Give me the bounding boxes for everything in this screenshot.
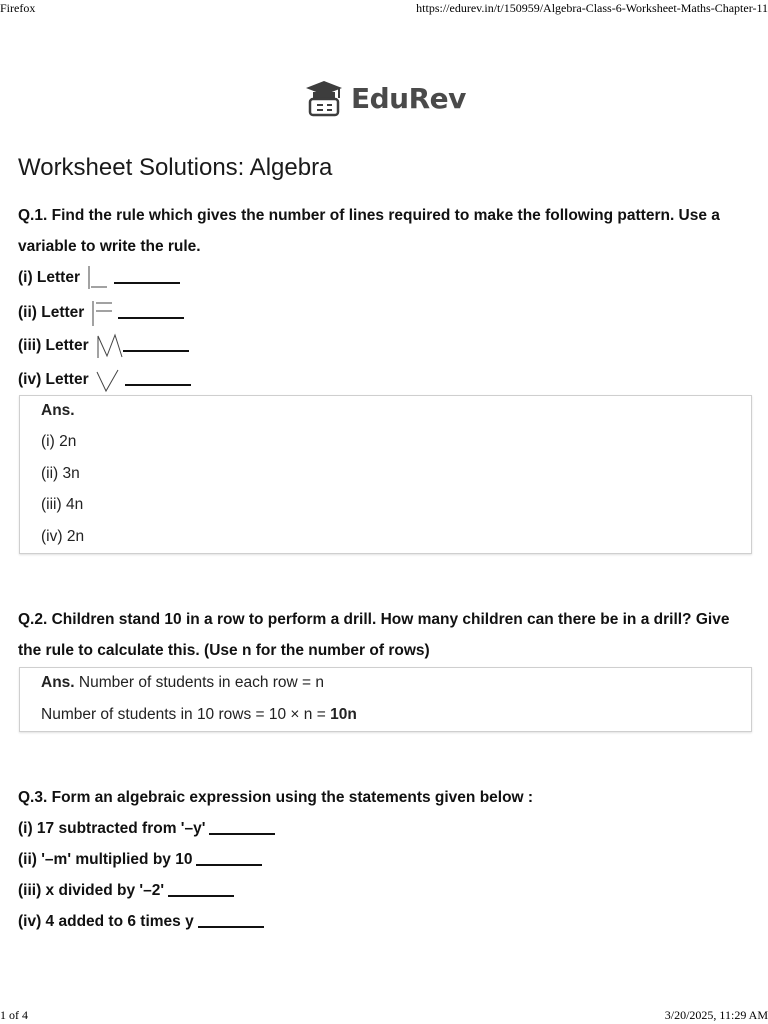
print-timestamp: 3/20/2025, 11:29 AM: [664, 1008, 768, 1022]
letter-v-glyph-icon: [95, 367, 121, 393]
answer-line: [41, 674, 324, 692]
edurev-logo[interactable]: [305, 78, 466, 118]
answer-blank: [168, 885, 234, 897]
answer-blank: [118, 307, 184, 319]
print-header: [0, 0, 768, 16]
answer-blank: [209, 823, 275, 835]
q3-item-2: [18, 848, 262, 872]
brand-name: EduRev: [351, 81, 466, 115]
q1-item-2: [18, 299, 184, 327]
letter-m-glyph-icon: [95, 332, 123, 360]
answer-line: (iii) 4n: [41, 496, 84, 513]
answer-result: 10n: [330, 706, 357, 723]
page-indicator: 1 of 4: [0, 1008, 28, 1022]
letter-l-glyph-icon: [86, 265, 110, 291]
q1-item-label: (iii) Letter: [18, 337, 89, 354]
q1-item-label: (i) Letter: [18, 269, 80, 286]
q3-item-label: (ii) '–m' multiplied by 10: [18, 851, 193, 868]
question-3: Q.3. Form an algebraic expression using the statements given below :: [18, 789, 534, 806]
answer-text: Number of students in 10 rows = 10 × n =: [41, 706, 331, 723]
browser-name: Firefox: [0, 1, 36, 15]
answer-line: (i) 2n: [41, 433, 77, 450]
q3-item-label: (iv) 4 added to 6 times y: [18, 913, 194, 930]
q1-item-4: [18, 367, 191, 393]
letter-f-glyph-icon: [90, 299, 114, 327]
q1-item-label: (ii) Letter: [18, 304, 85, 321]
answer-blank: [196, 854, 262, 866]
graduation-cap-icon: [305, 79, 343, 117]
q1-item-1: [18, 265, 180, 291]
answer-blank: [123, 340, 189, 352]
answer-label: Ans.: [41, 674, 75, 691]
question-2: Q.2. Children stand 10 in a row to perform a drill. How many children can there be in a drill? Give the rule to calculate this. (Use n for the number of rows): [18, 611, 730, 659]
page-title: Worksheet Solutions: Algebra: [18, 154, 333, 181]
answer-blank: [198, 916, 264, 928]
q1-answer-box: [19, 395, 752, 554]
print-footer: [0, 1006, 768, 1024]
answer-blank: [114, 272, 180, 284]
q3-item-label: (iii) x divided by '–2': [18, 882, 165, 899]
q1-item-label: (iv) Letter: [18, 371, 89, 388]
q3-item-1: [18, 817, 275, 841]
question-1: Q.1. Find the rule which gives the number of lines required to make the following pattern. Use a variable to write the rule.: [18, 207, 720, 255]
q3-item-label: (i) 17 subtracted from '–y': [18, 820, 206, 837]
answer-text: Number of students in each row = n: [78, 674, 325, 691]
answer-line: [41, 706, 357, 724]
answer-label: Ans.: [41, 402, 75, 419]
q3-item-3: [18, 879, 234, 903]
answer-line: (ii) 3n: [41, 465, 80, 482]
answer-blank: [125, 374, 191, 386]
q2-answer-box: [19, 667, 752, 732]
answer-line: (iv) 2n: [41, 528, 85, 545]
q3-item-4: [18, 910, 264, 934]
q1-item-3: [18, 332, 189, 360]
page-url[interactable]: https://edurev.in/t/150959/Algebra-Class-6-Worksheet-Maths-Chapter-11: [416, 1, 768, 15]
